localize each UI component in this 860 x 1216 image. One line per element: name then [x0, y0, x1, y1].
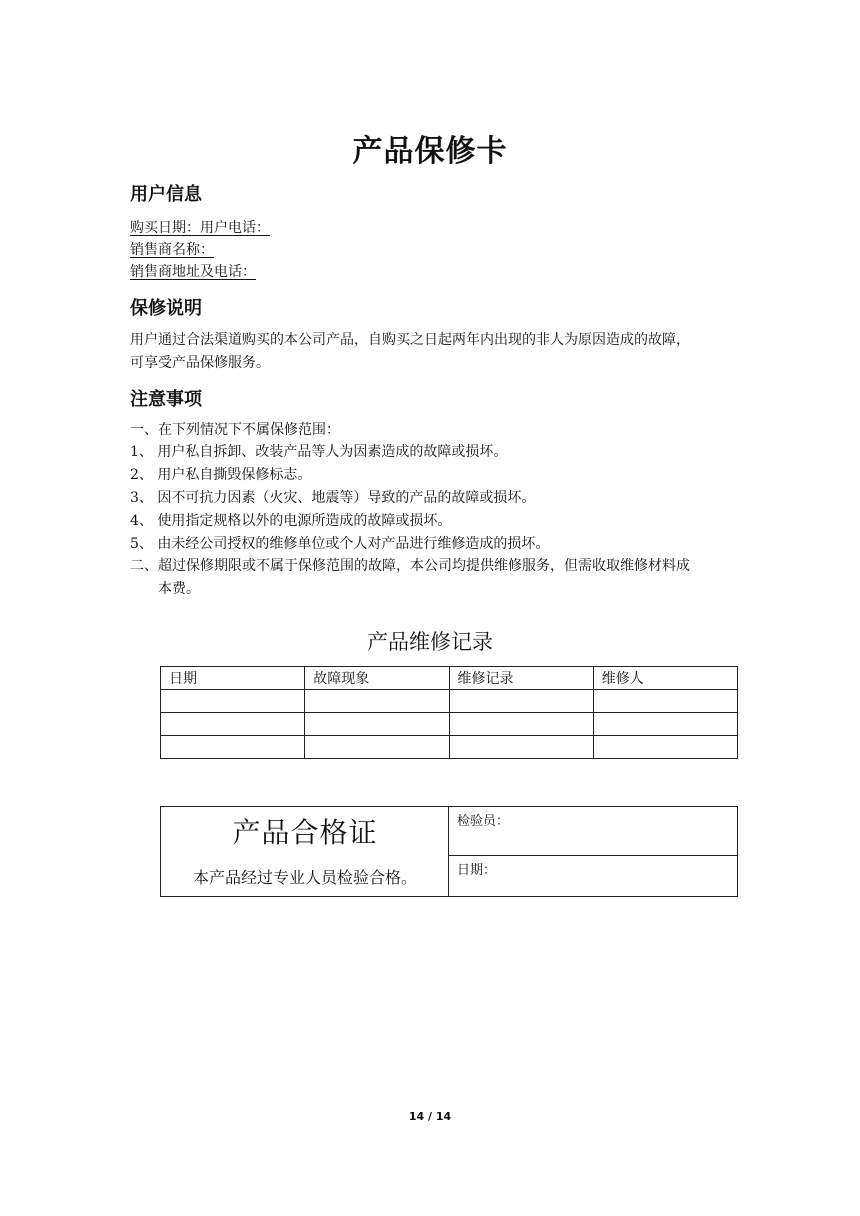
- repair-record-table: [160, 666, 738, 759]
- inspector-label: 检验员：: [449, 807, 737, 856]
- column-header-record: 维修记录: [449, 667, 593, 690]
- table-cell: [161, 690, 305, 713]
- notes-line: 二、超过保修期限或不属于保修范围的故障，本公司均提供维修服务，但需收取维修材料成: [130, 558, 690, 574]
- purchase-date-phone-line: 购买日期：用户电话：: [130, 220, 270, 236]
- column-header-date: 日期: [161, 667, 305, 690]
- table-cell: [449, 736, 593, 759]
- notes-line: 4、 使用指定规格以外的电源所造成的故障或损坏。: [130, 513, 452, 529]
- table-cell: [161, 713, 305, 736]
- notes-line: 一、在下列情况下不属保修范围：: [130, 422, 340, 438]
- certificate-box: [160, 806, 738, 897]
- user-info-heading: 用户信息: [130, 184, 202, 205]
- notes-line: 5、 由未经公司授权的维修单位或个人对产品进行维修造成的损坏。: [130, 536, 550, 552]
- certificate-left-cell: [161, 807, 449, 896]
- table-cell: [449, 690, 593, 713]
- repair-record-title: 产品维修记录: [367, 630, 493, 654]
- table-cell: [305, 690, 449, 713]
- table-cell: [593, 713, 737, 736]
- notes-line: 本费。: [130, 581, 200, 597]
- notes-heading: 注意事项: [130, 389, 202, 410]
- warranty-text-line-1: 用户通过合法渠道购买的本公司产品，自购买之日起两年内出现的非人为原因造成的故障，: [130, 332, 690, 348]
- table-row: [161, 736, 738, 759]
- page-title: 产品保修卡: [352, 134, 508, 169]
- notes-line: 3、 因不可抗力因素（火灾、地震等）导致的产品的故障或损坏。: [130, 490, 536, 506]
- table-cell: [593, 736, 737, 759]
- notes-line: 2、 用户私自撕毁保修标志。: [130, 467, 312, 483]
- table-row: [161, 713, 738, 736]
- certificate-description: 本产品经过专业人员检验合格。: [192, 868, 417, 887]
- table-cell: [305, 736, 449, 759]
- table-cell: [449, 713, 593, 736]
- table-cell: [305, 713, 449, 736]
- dealer-address-line: 销售商地址及电话：: [130, 264, 256, 280]
- table-cell: [161, 736, 305, 759]
- warranty-heading: 保修说明: [130, 298, 202, 319]
- column-header-technician: 维修人: [593, 667, 737, 690]
- notes-line: 1、 用户私自拆卸、改装产品等人为因素造成的故障或损坏。: [130, 444, 508, 460]
- table-row: [161, 690, 738, 713]
- warranty-text-line-2: 可享受产品保修服务。: [130, 355, 270, 371]
- certificate-title: 产品合格证: [232, 816, 378, 849]
- dealer-name-line: 销售商名称：: [130, 242, 214, 258]
- table-header-row: [161, 667, 738, 690]
- certificate-date-label: 日期：: [457, 863, 497, 878]
- column-header-fault: 故障现象: [305, 667, 449, 690]
- table-cell: [593, 690, 737, 713]
- page-number: 14 / 14: [408, 1110, 452, 1123]
